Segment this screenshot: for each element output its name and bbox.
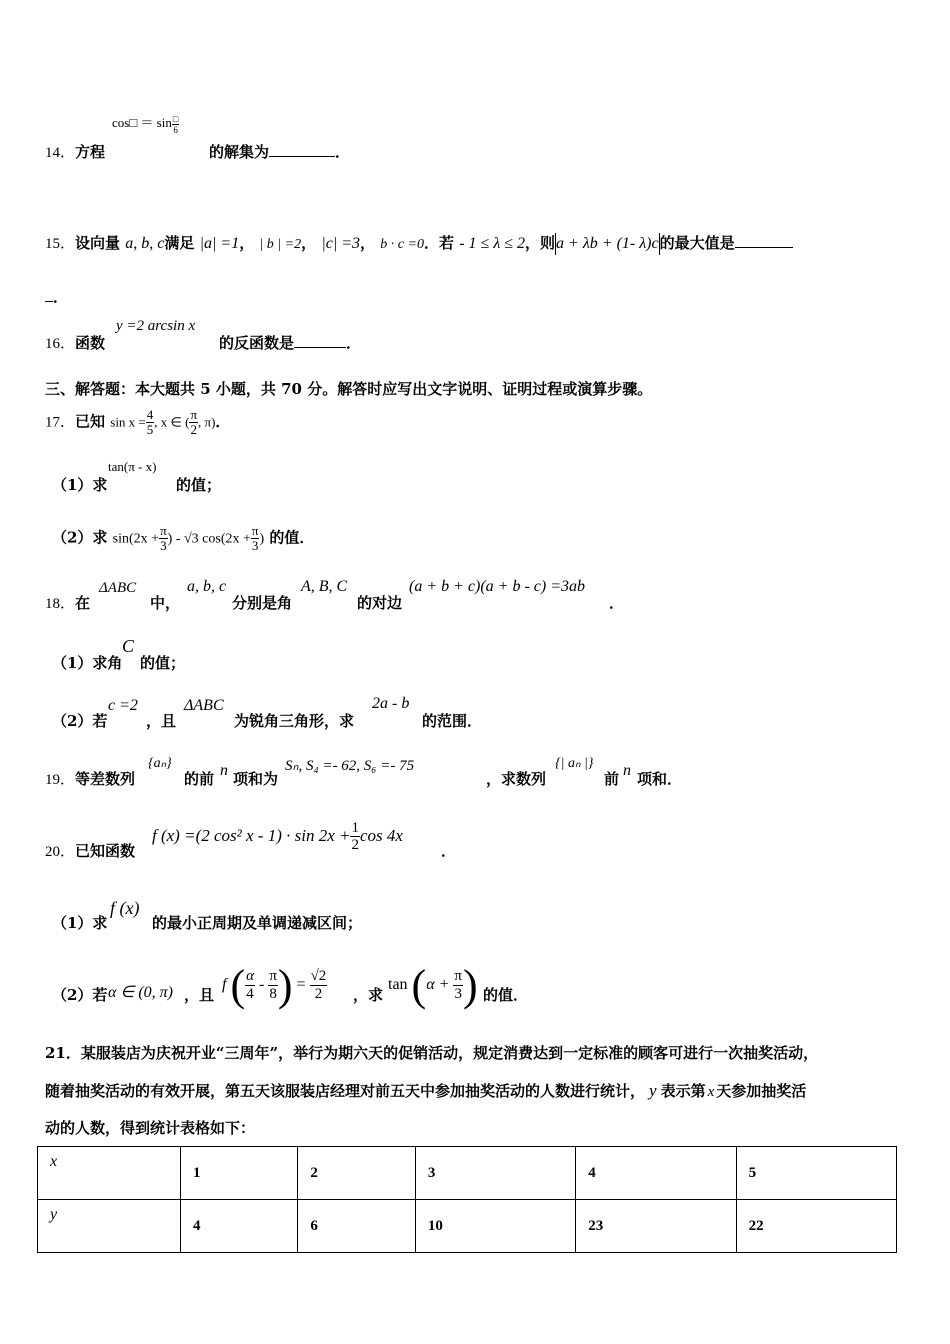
q19-abs-sequence: {| aₙ |} <box>555 756 594 771</box>
table-row <box>38 1147 897 1200</box>
q18-triangle: ΔABC <box>99 580 137 596</box>
table-cell: 6 <box>298 1200 415 1253</box>
q19-n: n <box>220 762 228 779</box>
frac-sqrt2-2: $\frac{√2}{2}$ <box>310 968 327 1002</box>
q18-mid2: 分别是角 <box>232 594 293 612</box>
question-21-line-1: 21．某服装店为庆祝开业“三周年”，举行为期六天的促销活动，规定消费达到一定标准的顾客可进行一次抽奖活动， <box>45 1044 819 1062</box>
question-15-continued: ． <box>45 286 68 307</box>
q20-alpha-range: α ∈ (0, π) <box>108 984 174 1001</box>
q20-p2-mid: ，且 <box>184 986 215 1004</box>
q19-sequence: {aₙ} <box>148 756 172 771</box>
q18-end: ． <box>609 594 625 612</box>
table-cell: 10 <box>415 1200 575 1253</box>
q18-p2-mid: ，且 <box>146 712 177 730</box>
table-header-x: x <box>38 1147 181 1200</box>
frac-pi-3: $\frac{\pi}{3}$ <box>251 523 259 553</box>
statistics-table <box>37 1146 897 1253</box>
question-21-line-3: 动的人数，得到统计表格如下： <box>45 1119 256 1137</box>
q18-mid1: 中， <box>150 594 181 612</box>
question-17: 17．已知 sin x = $\frac{4}{5}$ , x ∈ ( $\frac{\pi}{2}$ , π)． <box>45 407 231 437</box>
q18-angle-c: C <box>122 636 135 656</box>
answer-blank[interactable] <box>294 347 346 348</box>
q20-fx: f (x) <box>110 898 140 918</box>
q20-tangent: tan (α + $\frac{\pi}{3}$ ) <box>388 961 478 1010</box>
question-16: 16．函数 <box>45 334 106 352</box>
table-cell: 1 <box>181 1147 298 1200</box>
q18-mid3: 的对边 <box>357 594 403 612</box>
frac-alpha-4: $\frac{\alpha}{4}$ <box>246 968 254 1002</box>
answer-blank[interactable] <box>45 301 53 302</box>
q18-p2-triangle: ΔABC <box>184 697 224 714</box>
table-cell: 22 <box>736 1200 896 1253</box>
question-18-part-2: （2）若 <box>52 712 108 730</box>
q14-equation-image: cos□ ＝ sin $\frac{□}{6}$ <box>112 113 179 135</box>
table-cell: 5 <box>736 1147 896 1200</box>
table-cell: 4 <box>181 1200 298 1253</box>
q19-n2: n <box>623 762 631 779</box>
question-20-part-1: （1）求 <box>52 914 108 932</box>
question-15: 15．设向量 a, b, c满足 |a| =1， | b | =2， |c| =3， b · c =0．若 - 1 ≤ λ ≤ 2，则a + λb + (1- λ)c的最大值是 <box>45 232 793 255</box>
question-21-line-2: 随着抽奖活动的有效开展，第五天该服装店经理对前五天中参加抽奖活动的人数进行统计， y 表示第 x 天参加抽奖活 <box>45 1081 807 1100</box>
q20-condition: f ( $\frac{\alpha}{4}$ - $\frac{\pi}{8}$ ) = $\frac{√2}{2}$ <box>222 961 327 1010</box>
frac-pi-8: $\frac{\pi}{8}$ <box>269 968 277 1002</box>
question-20-part-1-post: 的最小正周期及单调递减区间； <box>152 914 363 932</box>
q18-c-value: c =2 <box>108 697 138 714</box>
q18-equation: (a + b + c)(a + b - c) =3ab <box>409 578 586 595</box>
q18-angles: A, B, C <box>301 578 348 595</box>
q18-p2-expr: 2a - b <box>372 695 410 712</box>
question-20-part-2: （2）若 <box>52 986 108 1004</box>
question-19: 19．等差数列 <box>45 770 136 788</box>
q18-p2-mid2: 为锐角三角形，求 <box>234 712 355 730</box>
question-17-part-1-post: 的值； <box>176 476 222 494</box>
question-17-part-1: （1）求 <box>52 476 108 494</box>
table-cell: 3 <box>415 1147 575 1200</box>
answer-blank[interactable] <box>269 156 335 157</box>
q20-end: ． <box>441 842 457 860</box>
frac-pi-2: $\frac{\pi}{2}$ <box>190 407 198 437</box>
q18-p2-post: 的范围． <box>422 712 483 730</box>
q19-mid3: ，求数列 <box>486 770 547 788</box>
table-cell: 23 <box>576 1200 736 1253</box>
question-18: 18．在 <box>45 594 91 612</box>
table-row <box>38 1200 897 1253</box>
q16-expression: y =2 arcsin x <box>116 318 196 334</box>
answer-blank[interactable] <box>735 247 793 248</box>
table-cell: 2 <box>298 1147 415 1200</box>
frac-pi-3: $\frac{\pi}{3}$ <box>454 968 462 1002</box>
q17-part-1-expr: tan(π - x) <box>108 459 157 474</box>
question-18-part-1-post: 的值； <box>140 654 186 672</box>
q19-sums: Sₙ, S₄ =- 62, S₆ =- 75 <box>285 758 415 774</box>
question-17-part-2: （2）求 sin(2x + $\frac{\pi}{3}$ ) - √3 cos(2x + $\frac{\pi}{3}$ ) 的值． <box>52 523 315 553</box>
q19-mid2: 项和为 <box>233 770 279 788</box>
question-16-post: 的反函数是 ． <box>219 334 362 352</box>
question-18-part-1: （1）求角 <box>52 654 123 672</box>
section-title: 三、解答题：本大题共 5 小题，共 70 分。解答时应写出文字说明、证明过程或演算步骤。 <box>45 380 653 398</box>
table-header-y: y <box>38 1200 181 1253</box>
q19-mid4: 前 <box>604 770 620 788</box>
q18-sides: a, b, c <box>187 578 227 595</box>
q20-function: f (x) =(2 cos² x - 1) · sin 2x + $\frac{1}{2}$ cos 4x <box>152 820 403 853</box>
frac-1-2: $\frac{1}{2}$ <box>351 820 359 853</box>
frac-pi-3: $\frac{\pi}{3}$ <box>160 523 167 553</box>
q20-p2-post: 的值． <box>483 986 529 1004</box>
q19-post: 项和． <box>637 770 683 788</box>
q20-p2-mid2: ，求 <box>353 986 384 1004</box>
q19-mid1: 的前 <box>184 770 215 788</box>
frac-4-5: $\frac{4}{5}$ <box>146 407 154 437</box>
q14-fraction: $\frac{□}{6}$ <box>172 113 179 135</box>
table-cell: 4 <box>576 1147 736 1200</box>
question-20: 20．已知函数 <box>45 842 136 860</box>
question-14: 14．方程 的解集为 ． <box>45 143 351 161</box>
